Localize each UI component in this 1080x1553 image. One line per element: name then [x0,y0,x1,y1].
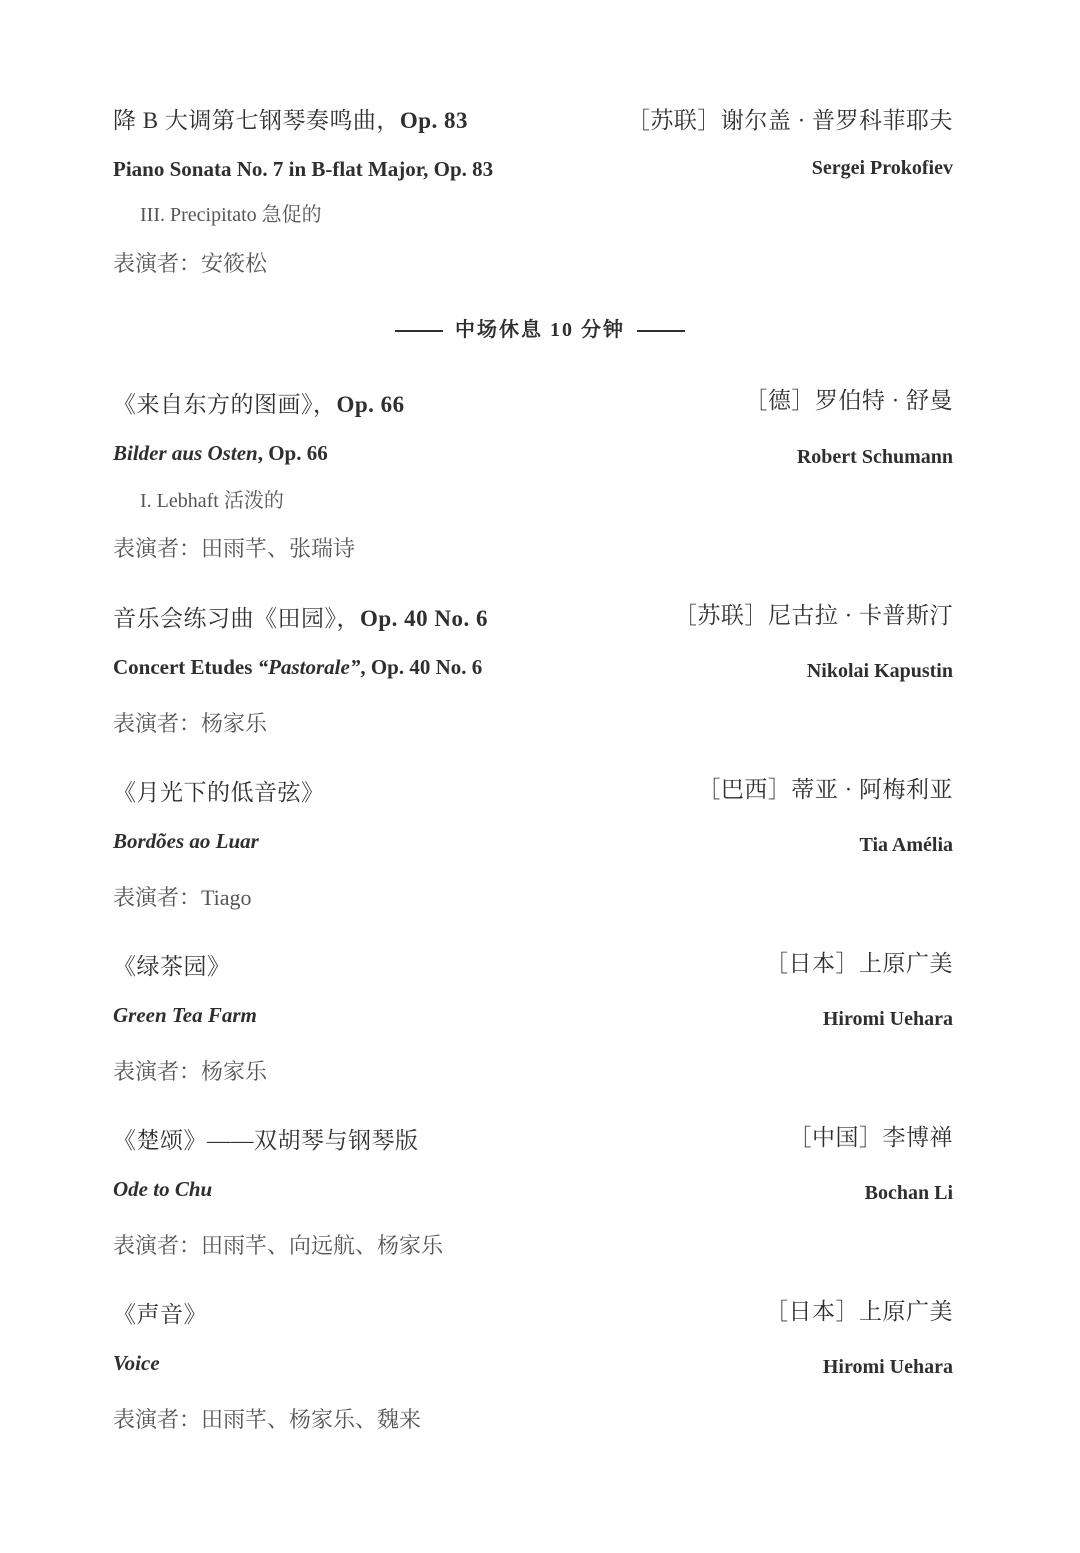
performer: 表演者：田雨芊、向远航、杨家乐 [113,1233,444,1258]
composer-en: Bochan Li [864,1182,953,1204]
piece-en-title: Bordões ao Luar [113,829,259,853]
performer-row [113,881,953,911]
composer-en: Nikolai Kapustin [806,660,953,682]
piece-zh-title: 音乐会练习曲《田园》，Op. 40 No. 6 [113,606,489,631]
performer-row [113,1055,953,1085]
performer: 表演者：杨家乐 [113,1059,268,1084]
composer-en: Robert Schumann [796,446,953,468]
piece-title-row [113,1296,953,1330]
piece-en-title: Ode to Chu [113,1177,213,1201]
performer: 表演者：安筱松 [113,251,268,276]
piece-zh-title: 《来自东方的图画》，Op. 66 [113,392,405,417]
piece-title-row [113,948,953,982]
divider-line [637,330,685,332]
composer-en: Tia Amélia [859,834,953,856]
piece-title-row [113,102,953,134]
piece-title-row [113,386,953,420]
piece-en-title: Bilder aus Osten, Op. 66 [113,441,328,465]
composer-zh: ［苏联］谢尔盖 · 普罗科菲耶夫 [626,108,953,133]
piece-zh-title: 《绿茶园》 [113,954,231,979]
piece-en-title: Piano Sonata No. 7 in B-flat Major, Op. 83 [113,157,494,181]
divider-line [395,330,443,332]
performer-row [113,532,953,562]
performer: 表演者：田雨芊、杨家乐、魏来 [113,1407,422,1432]
performer: 表演者：田雨芊、张瑞诗 [113,536,356,561]
composer-zh: ［德］罗伯特 · 舒曼 [744,388,953,413]
movement-row [113,198,953,226]
piece-zh-title: 《月光下的低音弦》 [113,780,325,805]
composer-zh: ［中国］李博禅 [788,1125,953,1150]
composer-zh: ［巴西］蒂亚 · 阿梅利亚 [697,777,953,802]
piece-en-title: Green Tea Farm [113,1003,257,1027]
piece-en-row [113,1003,953,1033]
piece-en-title: Voice [113,1351,160,1375]
piece-en-row [113,655,953,685]
performer-row [113,247,953,277]
movement: I. Lebhaft 活泼的 [140,490,284,512]
performer-row [113,1229,953,1259]
piece-zh-title: 《楚颂》——双胡琴与钢琴版 [113,1128,419,1153]
performer: 表演者：Tiago [113,885,252,910]
piece-en-row [113,441,953,471]
piece-en-row [113,1351,953,1381]
piece-en-row [113,829,953,859]
piece-en-title: Concert Etudes “Pastorale”, Op. 40 No. 6 [113,655,483,679]
piece-en-row [113,1177,953,1207]
composer-en: Hiromi Uehara [822,1008,953,1030]
intermission-divider [0,313,1080,342]
composer-en: Sergei Prokofiev [811,157,953,179]
piece-title-row [113,774,953,808]
piece-title-row [113,1122,953,1156]
piece-title-row [113,600,953,634]
performer-row [113,1403,953,1433]
composer-zh: ［苏联］尼古拉 · 卡普斯汀 [673,603,953,628]
piece-en-row [113,157,953,187]
intermission-text: 中场休息 10 分钟 [455,319,625,341]
composer-zh: ［日本］上原广美 [765,1299,953,1324]
piece-zh-title: 降 B 大调第七钢琴奏鸣曲，Op. 83 [113,108,469,133]
performer-row [113,707,953,737]
movement-row [113,484,953,512]
composer-zh: ［日本］上原广美 [765,951,953,976]
piece-zh-title: 《声音》 [113,1302,207,1327]
movement: III. Precipitato 急促的 [140,204,322,226]
performer: 表演者：杨家乐 [113,711,268,736]
composer-en: Hiromi Uehara [822,1356,953,1378]
